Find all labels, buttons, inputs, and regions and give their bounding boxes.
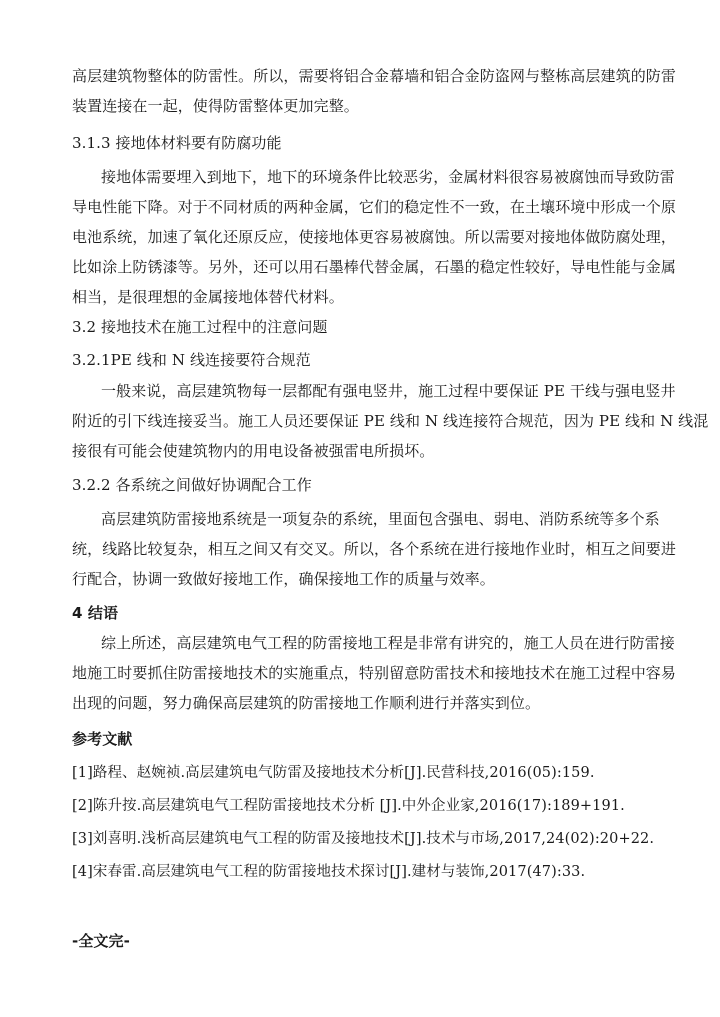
- body-paragraph-line: 地施工时要抓住防雷接地技术的实施重点，特别留意防雷技术和接地技术在施工过程中容易: [72, 664, 677, 682]
- body-paragraph-line: 电池系统，加速了氧化还原反应，使接地体更容易被腐蚀。所以需要对接地体做防腐处理，: [72, 228, 677, 246]
- body-paragraph-line: 导电性能下降。对于不同材质的两种金属，它们的稳定性不一致，在土壤环境中形成一个原: [72, 198, 677, 216]
- references-heading: 参考文献: [72, 730, 133, 748]
- body-paragraph-line: 高层建筑防雷接地系统是一项复杂的系统，里面包含强电、弱电、消防系统等多个系: [101, 510, 660, 528]
- reference-item: [2]陈升按.高层建筑电气工程防雷接地技术分析 [J].中外企业家,2016(17):189+191.: [72, 798, 625, 814]
- body-paragraph-line: 综上所述，高层建筑电气工程的防雷接地工程是非常有讲究的，施工人员在进行防雷接: [101, 634, 675, 652]
- body-paragraph-line: 统，线路比较复杂，相互之间又有交叉。所以，各个系统在进行接地作业时，相互之间要进: [72, 540, 677, 558]
- body-paragraph-line: 相当，是很理想的金属接地体替代材料。: [72, 288, 344, 306]
- body-paragraph-line: 接很有可能会使建筑物内的用电设备被强雷电所损坏。: [72, 442, 435, 460]
- reference-item: [1]路程、赵婉祯.高层建筑电气防雷及接地技术分析[J].民营科技,2016(05):159.: [72, 765, 595, 781]
- section-heading-3-2-2: 3.2.2 各系统之间做好协调配合工作: [72, 476, 312, 494]
- section-heading-3-2: 3.2 接地技术在施工过程中的注意问题: [72, 318, 328, 336]
- body-paragraph-line: 一般来说，高层建筑物每一层都配有强电竖井，施工过程中要保证 PE 干线与强电竖井: [101, 382, 676, 400]
- body-paragraph-line: 装置连接在一起，使得防雷整体更加完整。: [72, 97, 359, 115]
- section-heading-conclusion: 4 结语: [72, 604, 119, 622]
- section-heading-3-2-1: 3.2.1PE 线和 N 线连接要符合规范: [72, 351, 311, 369]
- reference-item: [3]刘喜明.浅析高层建筑电气工程的防雷及接地技术[J].技术与市场,2017,24(02):20+22.: [72, 831, 655, 847]
- body-paragraph-line: 行配合，协调一致做好接地工作，确保接地工作的质量与效率。: [72, 570, 495, 588]
- section-heading-3-1-3: 3.1.3 接地体材料要有防腐功能: [72, 134, 282, 152]
- body-paragraph-line: 接地体需要埋入到地下，地下的环境条件比较恶劣，金属材料很容易被腐蚀而导致防雷: [101, 168, 675, 186]
- body-paragraph-line: 高层建筑物整体的防雷性。所以，需要将铝合金幕墙和铝合金防盗网与整栋高层建筑的防雷: [72, 67, 677, 85]
- body-paragraph-line: 出现的问题，努力确保高层建筑的防雷接地工作顺利进行并落实到位。: [72, 694, 541, 712]
- reference-item: [4]宋春雷.高层建筑电气工程的防雷接地技术探讨[J].建材与装饰,2017(47):33.: [72, 864, 586, 880]
- body-paragraph-line: 附近的引下线连接妥当。施工人员还要保证 PE 线和 N 线连接符合规范，因为 PE 线和 N 线混: [72, 412, 709, 430]
- end-marker: -全文完-: [72, 932, 130, 950]
- body-paragraph-line: 比如涂上防锈漆等。另外，还可以用石墨棒代替金属，石墨的稳定性较好，导电性能与金属: [72, 258, 677, 276]
